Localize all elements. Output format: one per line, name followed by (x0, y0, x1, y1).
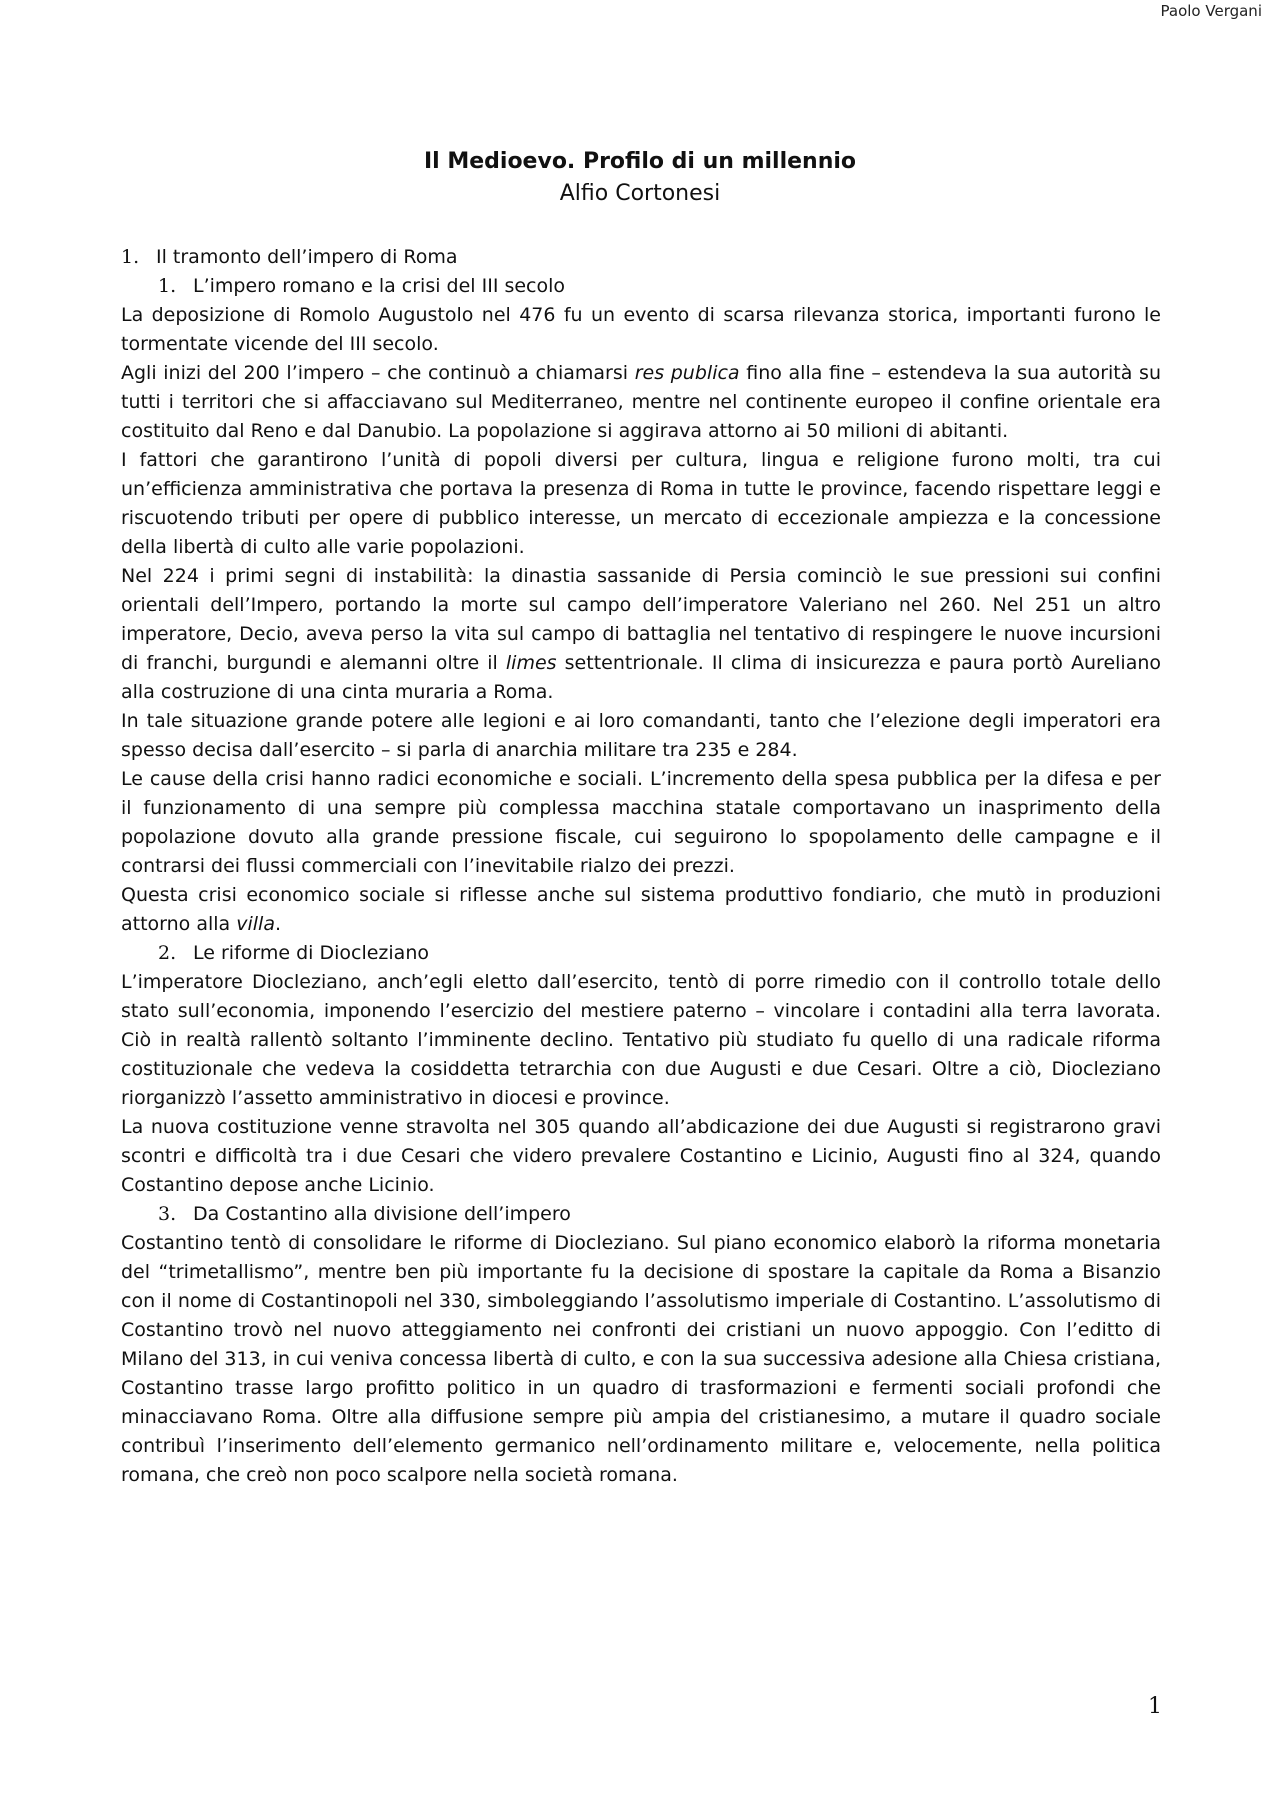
paragraph (121, 881, 1161, 939)
paragraph (121, 359, 1161, 446)
subsection-title: L’impero romano e la crisi del III secolo (193, 275, 566, 297)
text-run: settentrionale. Il clima di insicurezza e paura portò Aureliano alla costruzione di una cinta muraria a Roma. (121, 652, 1162, 703)
subsection-number: 1. (158, 275, 177, 297)
paragraph: I fattori che garantirono l’unità di popoli diversi per cultura, lingua e religione furono molti, tra cui un’efficienza amministrativa che portava la presenza di Roma in tutte le province, facendo rispettare leggi e riscuotendo tributi per opere di pubblico interesse, un mercato di eccezionale ampiezza e la concessione della libertà di culto alle varie popolazioni. (121, 449, 1161, 558)
italic-term: res publica (634, 362, 740, 384)
text-run: Nel 224 i primi segni di instabilità: la dinastia sassanide di Persia cominciò le sue pressioni sui confini orientali dell’Impero, portando la morte sul campo dell’imperatore Valeriano nel 260. Nel 251 un altro imperatore, Decio, aveva perso la vita sul campo di battaglia nel tentativo di respingere le nuove incursioni di franchi, burgundi e alemanni oltre il (121, 565, 1161, 674)
subsection-heading (121, 939, 1161, 968)
page-number: 1 (1148, 1694, 1162, 1719)
section-number: 1. (121, 246, 140, 268)
running-header-author: Paolo Vergani (1160, 2, 1262, 20)
paragraph: La deposizione di Romolo Augustolo nel 476 fu un evento di scarsa rilevanza storica, importanti furono le tormentate vicende del III secolo. (121, 304, 1161, 355)
subsection-title: Da Costantino alla divisione dell’impero (193, 1203, 571, 1225)
document-body (121, 243, 1161, 1490)
subsection-heading (121, 272, 1161, 301)
subsection-number: 3. (158, 1203, 177, 1225)
title-block (0, 146, 1280, 210)
text-run: . (274, 913, 282, 935)
subsection-number: 2. (158, 942, 177, 964)
document-author: Alfio Cortonesi (559, 181, 721, 206)
text-run: Agli inizi del 200 l’impero – che continuò a chiamarsi (121, 362, 635, 384)
document-title: Il Medioevo. Profilo di un millennio (423, 149, 857, 174)
paragraph: Costantino tentò di consolidare le riforme di Diocleziano. Sul piano economico elaborò la riforma monetaria del “trimetallismo”, mentre ben più importante fu la decisione di spostare la capitale da Roma a Bisanzio con il nome di Costantinopoli nel 330, simboleggiando l’assolutismo imperiale di Costantino. L’assolutismo di Costantino trovò nel nuovo atteggiamento nei confronti dei cristiani un nuovo appoggio. Con l’editto di Milano del 313, in cui veniva concessa libertà di culto, e con la sua successiva adesione alla Chiesa cristiana, Costantino trasse largo profitto politico in un quadro di trasformazioni e fermenti sociali profondi che minacciavano Roma. Oltre alla diffusione sempre più ampia del cristianesimo, a mutare il quadro sociale contribuì l’inserimento dell’elemento germanico nell’ordinamento militare e, velocemente, nella politica romana, che creò non poco scalpore nella società romana. (121, 1232, 1161, 1486)
italic-term: villa (236, 913, 275, 935)
paragraph (121, 562, 1161, 707)
paragraph: L’imperatore Diocleziano, anch’egli eletto dall’esercito, tentò di porre rimedio con il controllo totale dello stato sull’economia, imponendo l’esercizio del mestiere paterno – vincolare i contadini alla terra lavorata. Ciò in realtà rallentò soltanto l’imminente declino. Tentativo più studiato fu quello di una radicale riforma costituzionale che vedeva la cosiddetta tetrarchia con due Augusti e due Cesari. Oltre a ciò, Diocleziano riorganizzò l’assetto amministrativo in diocesi e province. (121, 971, 1161, 1109)
subsection-heading (121, 1200, 1161, 1229)
text-run: Questa crisi economico sociale si riflesse anche sul sistema produttivo fondiario, che mutò in produzioni attorno alla (121, 884, 1161, 935)
italic-term: limes (505, 652, 557, 674)
subsection-title: Le riforme di Diocleziano (193, 942, 429, 964)
section-heading (121, 243, 1161, 272)
section-title: Il tramonto dell’impero di Roma (156, 246, 458, 268)
paragraph: In tale situazione grande potere alle legioni e ai loro comandanti, tanto che l’elezione degli imperatori era spesso decisa dall’esercito – si parla di anarchia militare tra 235 e 284. (121, 710, 1161, 761)
paragraph: Le cause della crisi hanno radici economiche e sociali. L’incremento della spesa pubblica per la difesa e per il funzionamento di una sempre più complessa macchina statale comportavano un inasprimento della popolazione dovuto alla grande pressione fiscale, cui seguirono lo spopolamento delle campagne e il contrarsi dei flussi commerciali con l’inevitabile rialzo dei prezzi. (121, 768, 1161, 877)
text-run: fino alla fine – estendeva la sua autorità su tutti i territori che si affacciavano sul Mediterraneo, mentre nel continente europeo il confine orientale era costituito dal Reno e dal Danubio. La popolazione si aggirava attorno ai 50 milioni di abitanti. (121, 362, 1161, 442)
paragraph: La nuova costituzione venne stravolta nel 305 quando all’abdicazione dei due Augusti si registrarono gravi scontri e difficoltà tra i due Cesari che videro prevalere Costantino e Licinio, Augusti fino al 324, quando Costantino depose anche Licinio. (121, 1116, 1161, 1196)
